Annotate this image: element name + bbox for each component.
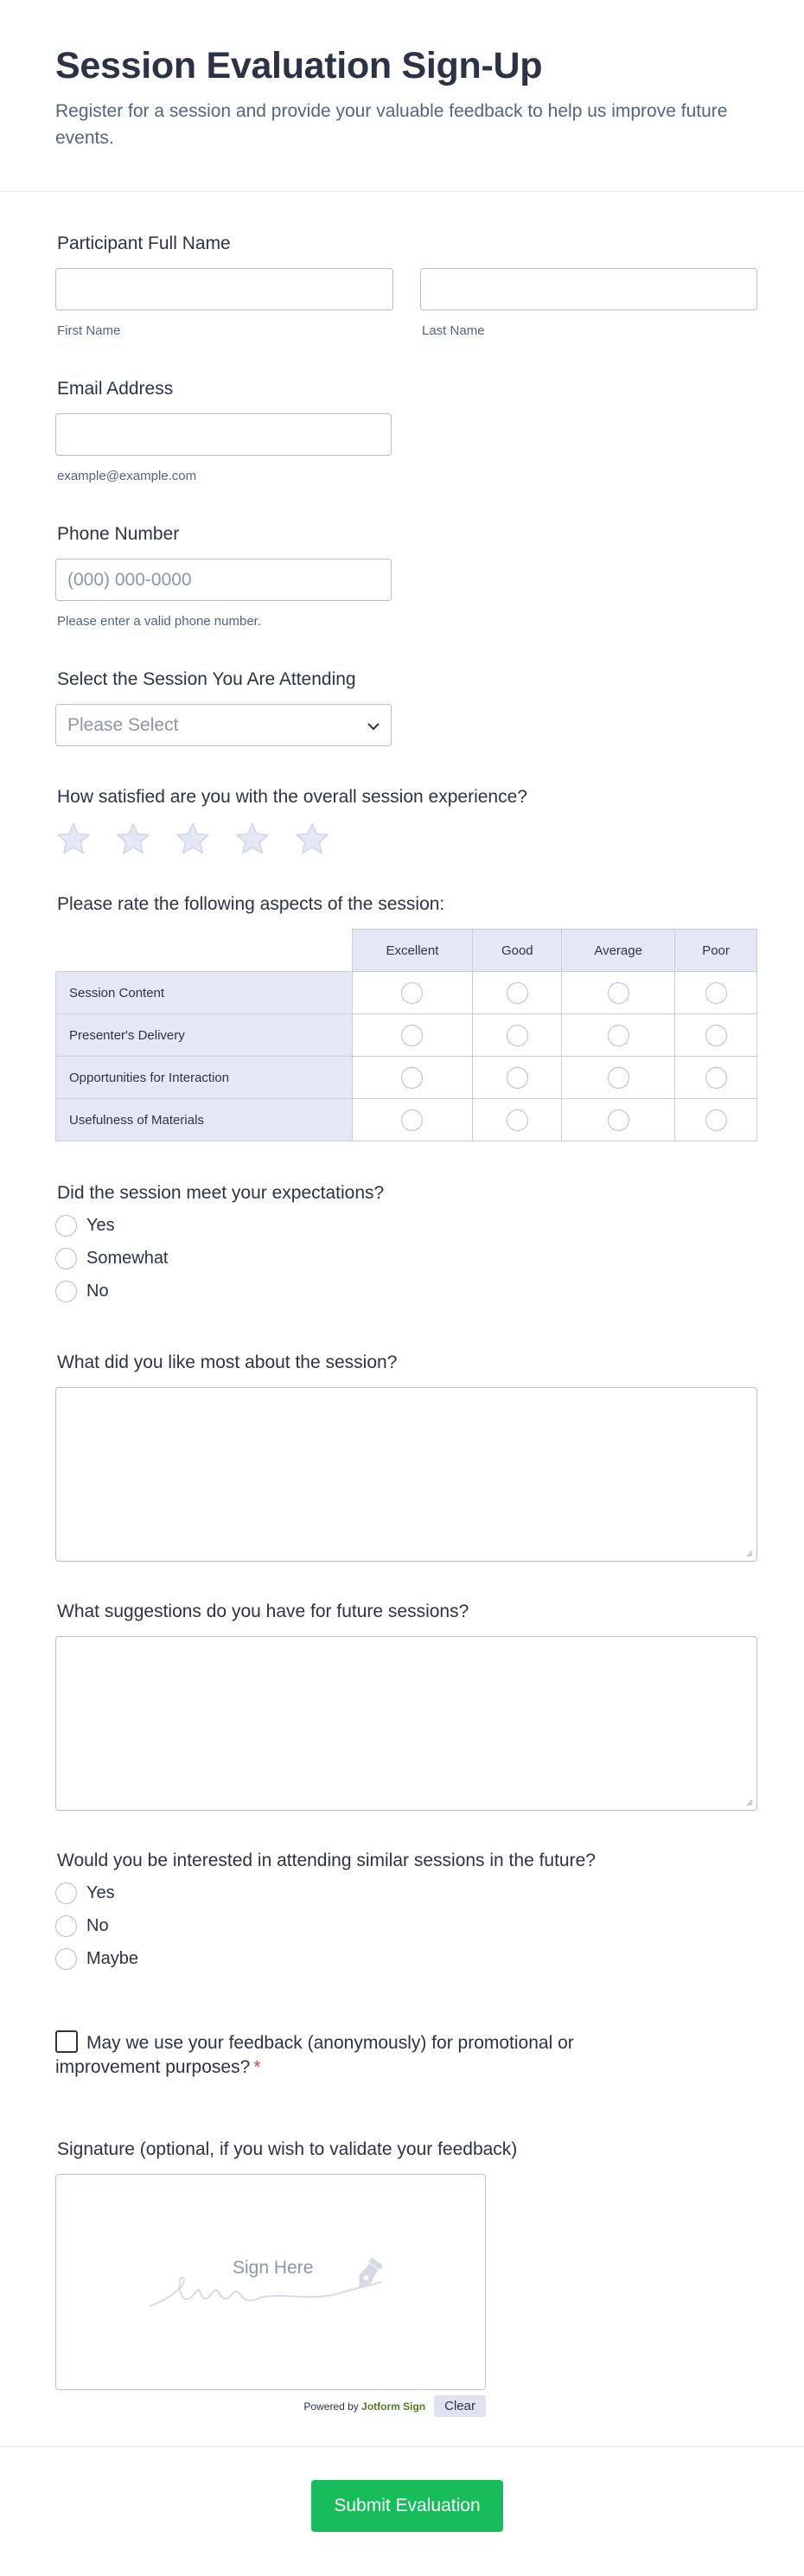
session-select-value: Please Select — [67, 714, 179, 735]
satisfaction-label: How satisfied are you with the overall session experience? — [57, 787, 527, 807]
expectations-option-somewhat[interactable] — [55, 1242, 384, 1275]
star-icon-4[interactable] — [235, 822, 270, 855]
phone-field — [55, 524, 392, 629]
form-header — [0, 0, 804, 192]
expectations-option-no[interactable] — [55, 1275, 384, 1307]
email-sublabel: example@example.com — [57, 469, 197, 483]
matrix-radio[interactable] — [705, 1025, 727, 1046]
matrix-col-good: Good — [473, 930, 562, 972]
matrix-radio[interactable] — [705, 1109, 727, 1131]
session-label: Select the Session You Are Attending — [57, 669, 356, 689]
resize-grip-icon[interactable] — [744, 1798, 753, 1806]
table-row — [56, 972, 757, 1014]
suggestions-field — [55, 1601, 757, 1811]
radio-button[interactable] — [55, 1948, 77, 1970]
signature-pad[interactable] — [55, 2174, 486, 2390]
jotform-sign-brand: Jotform Sign — [361, 2400, 426, 2413]
signature-footer — [55, 2395, 486, 2417]
radio-button[interactable] — [55, 1882, 77, 1904]
full-name-label: Participant Full Name — [57, 233, 231, 253]
suggestions-label: What suggestions do you have for future sessions? — [57, 1601, 469, 1621]
suggestions-textarea[interactable] — [55, 1636, 757, 1811]
page-title: Session Evaluation Sign-Up — [55, 45, 543, 86]
matrix-radio[interactable] — [401, 1067, 423, 1089]
signature-placeholder: Sign Here — [233, 2258, 314, 2278]
form-footer — [0, 2446, 804, 2576]
option-label: Yes — [86, 1882, 115, 1902]
option-label: Yes — [86, 1215, 115, 1235]
required-mark: * — [253, 2057, 261, 2077]
star-icon-2[interactable] — [116, 822, 150, 855]
matrix-label: Please rate the following aspects of the session: — [57, 894, 445, 914]
option-label: Somewhat — [86, 1248, 169, 1268]
matrix-row-label: Session Content — [56, 972, 353, 1014]
star-icon-3[interactable] — [175, 822, 210, 855]
option-label: Maybe — [86, 1948, 139, 1968]
future-option-yes[interactable] — [55, 1876, 596, 1909]
signature-field — [55, 2139, 517, 2417]
first-name-sublabel: First Name — [57, 323, 121, 338]
matrix-radio[interactable] — [705, 982, 727, 1004]
matrix-radio[interactable] — [401, 1109, 423, 1131]
expectations-label: Did the session meet your expectations? — [57, 1183, 385, 1203]
email-label: Email Address — [57, 379, 174, 399]
expectations-field — [55, 1183, 384, 1307]
full-name-field — [55, 233, 757, 338]
table-row — [56, 1057, 757, 1099]
matrix-row-label: Presenter's Delivery — [56, 1014, 353, 1057]
signature-scribble-icon — [146, 2253, 405, 2313]
liked-most-textarea[interactable] — [55, 1387, 757, 1562]
star-icon-5[interactable] — [295, 822, 329, 855]
future-interest-label: Would you be interested in attending similar sessions in the future? — [57, 1851, 596, 1870]
session-select[interactable] — [55, 704, 392, 746]
matrix-col-poor: Poor — [675, 930, 757, 972]
chevron-down-icon — [367, 715, 380, 736]
matrix-row-label: Opportunities for Interaction — [56, 1057, 353, 1099]
radio-button[interactable] — [55, 1281, 77, 1302]
matrix-radio[interactable] — [507, 1067, 528, 1089]
radio-button[interactable] — [55, 1215, 77, 1237]
matrix-radio[interactable] — [401, 982, 423, 1004]
matrix-radio[interactable] — [608, 1109, 629, 1131]
liked-most-label: What did you like most about the session? — [57, 1352, 398, 1372]
matrix-radio[interactable] — [608, 1067, 629, 1089]
matrix-radio[interactable] — [608, 1025, 629, 1046]
option-label: No — [86, 1915, 109, 1935]
option-label: No — [86, 1281, 109, 1301]
matrix-radio[interactable] — [507, 1025, 528, 1046]
future-interest-field — [55, 1851, 596, 1975]
future-option-no[interactable] — [55, 1909, 596, 1942]
matrix-col-average: Average — [562, 930, 675, 972]
matrix-field — [55, 894, 757, 1141]
rating-matrix — [55, 929, 757, 1141]
page-subtitle: Register for a session and provide your valuable feedback to help us improve future events. — [55, 101, 728, 148]
satisfaction-field — [55, 787, 527, 855]
last-name-sublabel: Last Name — [422, 323, 485, 338]
phone-input[interactable] — [55, 559, 392, 601]
consent-field — [55, 2030, 660, 2080]
expectations-option-yes[interactable] — [55, 1209, 384, 1242]
matrix-row-label: Usefulness of Materials — [56, 1099, 353, 1141]
matrix-radio[interactable] — [401, 1025, 423, 1046]
submit-button[interactable]: Submit Evaluation — [311, 2480, 503, 2532]
radio-button[interactable] — [55, 1248, 77, 1269]
liked-most-field — [55, 1352, 757, 1562]
matrix-radio[interactable] — [507, 982, 528, 1004]
matrix-radio[interactable] — [507, 1109, 528, 1131]
future-option-maybe[interactable] — [55, 1942, 596, 1975]
table-row — [56, 1099, 757, 1141]
session-field — [55, 669, 392, 746]
star-rating — [56, 822, 527, 855]
matrix-col-excellent: Excellent — [352, 930, 473, 972]
phone-label: Phone Number — [57, 524, 180, 544]
phone-sublabel: Please enter a valid phone number. — [57, 614, 261, 629]
matrix-corner — [56, 930, 353, 972]
powered-by-text: Powered by Jotform Sign — [303, 2400, 426, 2413]
consent-checkbox[interactable] — [55, 2030, 78, 2053]
consent-label: May we use your feedback (anonymously) for promotional or improvement purposes? — [55, 2033, 574, 2077]
first-name-input[interactable] — [55, 268, 393, 310]
radio-button[interactable] — [55, 1915, 77, 1937]
matrix-radio[interactable] — [705, 1067, 727, 1089]
clear-signature-button[interactable]: Clear — [434, 2395, 486, 2417]
table-row — [56, 1014, 757, 1057]
last-name-input[interactable] — [420, 268, 757, 310]
signature-label: Signature (optional, if you wish to validate your feedback) — [57, 2139, 518, 2159]
resize-grip-icon[interactable] — [744, 1549, 753, 1557]
star-icon-1[interactable] — [56, 822, 91, 855]
email-input[interactable] — [55, 413, 392, 456]
email-field — [55, 379, 392, 483]
matrix-radio[interactable] — [608, 982, 629, 1004]
